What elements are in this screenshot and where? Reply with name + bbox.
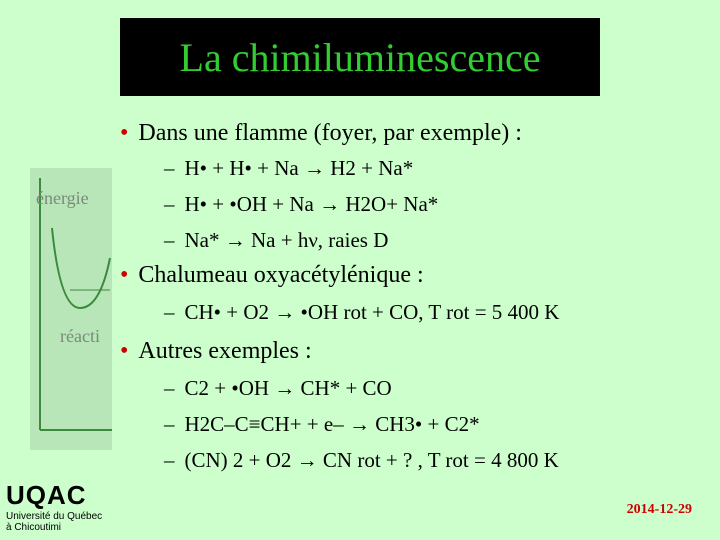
bullet-3 [120, 338, 312, 365]
bullet-1 [120, 120, 522, 147]
logo-line-2: à Chicoutimi [6, 522, 62, 533]
bullet-2-sub-1 [164, 300, 559, 325]
title-bar [120, 18, 600, 96]
reactant-label: réacti [60, 326, 100, 346]
bullet-1-sub-2 [164, 192, 438, 217]
bullet-3-sub-3 [164, 448, 559, 473]
page-title: La chimiluminescence [179, 34, 541, 80]
logo-line-1: Université du Québec [6, 511, 103, 522]
dash-marker: – [164, 412, 175, 436]
dash-marker: – [164, 300, 175, 324]
reaction-text: (CN) 2 + O2 → CN rot + ? , T rot = 4 800 K [184, 448, 559, 472]
reaction-text: H2C–C≡CH+ + e– → CH3• + C2* [184, 412, 480, 436]
bullet-1-sub-3 [164, 228, 388, 253]
bullet-marker: • [120, 262, 129, 288]
dash-marker: – [164, 448, 175, 472]
uqac-logo [6, 480, 121, 538]
bullet-marker: • [120, 120, 129, 146]
bullet-1-text: Dans une flamme (foyer, par exemple) : [138, 120, 522, 146]
bullet-marker: • [120, 338, 129, 364]
reaction-text: Na* → Na + hν, raies D [184, 228, 389, 252]
reaction-text: C2 + •OH → CH* + CO [184, 376, 392, 400]
bullet-3-text: Autres exemples : [138, 338, 312, 364]
energy-label: énergie [36, 188, 89, 208]
dash-marker: – [164, 376, 175, 400]
bullet-3-sub-2 [164, 412, 480, 437]
dash-marker: – [164, 228, 175, 252]
logo-mark: UQAC [6, 480, 87, 510]
bullet-1-sub-1 [164, 156, 413, 181]
slide-date: 2014-12-29 [626, 502, 692, 517]
reaction-text: H• + •OH + Na → H2O+ Na* [184, 192, 439, 216]
dash-marker: – [164, 156, 175, 180]
bullet-3-sub-1 [164, 376, 392, 401]
reaction-text: H• + H• + Na → H2 + Na* [184, 156, 414, 180]
slide-content [112, 110, 672, 480]
bullet-2 [120, 262, 424, 289]
dash-marker: – [164, 192, 175, 216]
reaction-text: CH• + O2 → •OH rot + CO, T rot = 5 400 K [184, 300, 560, 324]
bullet-2-text: Chalumeau oxyacétylénique : [138, 262, 424, 288]
